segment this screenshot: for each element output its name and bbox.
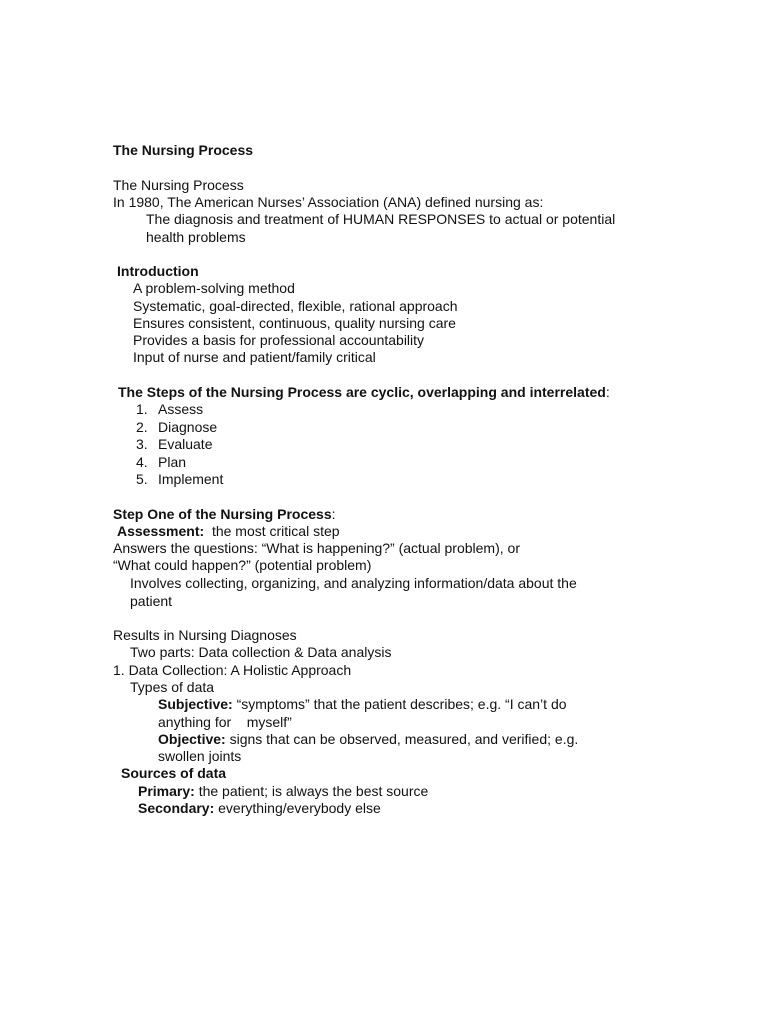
objective-label: Objective:	[158, 731, 226, 747]
subjective-line	[158, 696, 567, 713]
step-number: 1.	[136, 401, 148, 417]
involves-line2: patient	[130, 593, 173, 609]
assessment-text: the most critical step	[211, 523, 340, 539]
step-list-item	[136, 454, 186, 471]
two-parts-line: Two parts: Data collection & Data analysis	[130, 644, 392, 660]
introduction-item: Provides a basis for professional accountability	[133, 332, 425, 348]
step-list-item	[136, 401, 203, 418]
results-line: Results in Nursing Diagnoses	[113, 627, 297, 643]
primary-label: Primary:	[138, 783, 195, 799]
primary-source-line	[138, 783, 428, 800]
introduction-item: Ensures consistent, continuous, quality nursing care	[133, 315, 456, 331]
sources-heading: Sources of data	[121, 765, 227, 781]
data-collection-line: 1. Data Collection: A Holistic Approach	[113, 662, 352, 678]
definition-heading: The Nursing Process	[113, 177, 244, 193]
involves-line1: Involves collecting, organizing, and analyzing information/data about the	[130, 575, 577, 591]
introduction-item: A problem-solving method	[133, 280, 295, 296]
assessment-line	[117, 523, 340, 540]
introduction-item: Systematic, goal-directed, flexible, rational approach	[133, 298, 458, 314]
objective-line	[158, 731, 578, 748]
steps-heading-text: The Steps of the Nursing Process are cyclic, overlapping and interrelated	[118, 384, 606, 400]
step-number: 3.	[136, 436, 148, 452]
secondary-source-line	[138, 800, 381, 817]
secondary-label: Secondary:	[138, 800, 215, 816]
questions-line2: “What could happen?” (potential problem)	[113, 557, 372, 573]
secondary-text: everything/everybody else	[218, 800, 381, 816]
objective-line2: swollen joints	[158, 748, 242, 764]
step-list-item	[136, 419, 217, 436]
definition-quote-line2: health problems	[146, 229, 246, 245]
document-title: The Nursing Process	[113, 142, 254, 158]
definition-quote-line1: The diagnosis and treatment of HUMAN RESPONSES to actual or potential	[146, 211, 616, 227]
types-of-data-line: Types of data	[130, 679, 215, 695]
questions-line1: Answers the questions: “What is happening?” (actual problem), or	[113, 540, 520, 556]
step-number: 2.	[136, 419, 148, 435]
steps-heading	[118, 384, 610, 401]
steps-heading-suffix: :	[605, 384, 610, 400]
step-label: Diagnose	[158, 419, 218, 435]
step-label: Plan	[158, 454, 187, 470]
assessment-label: Assessment:	[117, 523, 205, 539]
step-label: Evaluate	[158, 436, 213, 452]
definition-intro: In 1980, The American Nurses’ Association (ANA) defined nursing as:	[113, 194, 544, 210]
step-one-heading	[113, 506, 336, 523]
primary-text: the patient; is always the best source	[198, 783, 429, 799]
step-number: 4.	[136, 454, 148, 470]
subjective-label: Subjective:	[158, 696, 233, 712]
step-number: 5.	[136, 471, 148, 487]
introduction-item: Input of nurse and patient/family critical	[133, 349, 376, 365]
step-label: Implement	[158, 471, 224, 487]
subjective-text: “symptoms” that the patient describes; e.g. “I can’t do	[236, 696, 567, 712]
step-label: Assess	[158, 401, 204, 417]
step-list-item	[136, 471, 223, 488]
step-one-heading-text: Step One of the Nursing Process	[113, 506, 332, 522]
step-one-heading-suffix: :	[331, 506, 336, 522]
step-list-item	[136, 436, 212, 453]
objective-text: signs that can be observed, measured, and verified; e.g.	[229, 731, 579, 747]
subjective-line2: anything for myself”	[158, 714, 292, 730]
introduction-heading: Introduction	[117, 263, 199, 279]
